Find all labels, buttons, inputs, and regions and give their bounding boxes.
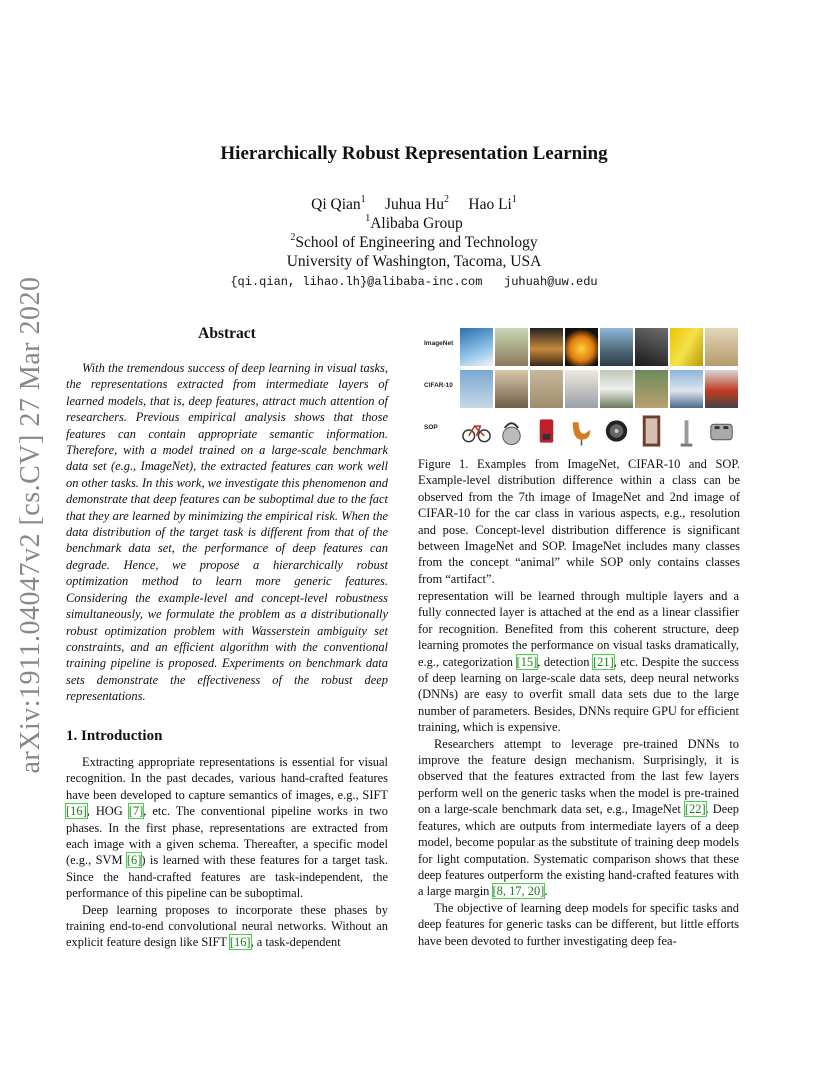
chair-icon [565, 412, 598, 450]
thumbnail [670, 328, 703, 366]
citation-link[interactable]: [7] [128, 804, 144, 819]
thumbnail-strip [460, 412, 738, 450]
thumbnail [635, 328, 668, 366]
thumbnail [460, 370, 493, 408]
mirror-icon [635, 412, 668, 450]
abstract-paragraph: With the tremendous success of deep learning in visual tasks, the representations extracted from intermediate layers of learned models, that is, deep features, attract much attention of researchers. Previous empirical analysis shows that those features can contain appropriate semantic information. Therefore, with a model trained on a large-scale benchmark data set (e.g., ImageNet), the extracted features can work well on other tasks. In this work, we investigate this phenomenon and demonstrate that deep features can be suboptimal due to the fact that they are learned by minimizing the empirical risk. When the data distribution of the target task is different from that of the benchmark data set, the performance of deep features can degrade. Hence, we propose a hierarchically robust optimization method to learn more generic features. Considering the example-level and concept-level robustness simultaneously, we formulate the problem as a distributionally robust optimization problem with Wasserstein ambiguity set constraints, and an efficient algorithm with the conventional training pipeline is proposed. Experiments on benchmark data sets demonstrate the effectiveness of the robust deep representations. [66, 361, 388, 704]
thumbnail [495, 370, 528, 408]
author-emails: {qi.qian, lihao.lh}@alibaba-inc.com juhuah@uw.edu [230, 275, 598, 289]
affiliation [0, 234, 828, 252]
row-label: SOP [424, 424, 438, 431]
coffee-maker-icon [530, 412, 563, 450]
row-label: CIFAR-10 [424, 382, 453, 389]
author-name: Juhua Hu [385, 196, 444, 213]
thumbnail [670, 370, 703, 408]
toaster-icon [705, 412, 738, 450]
fan-icon [600, 412, 633, 450]
paper-title: Hierarchically Robust Representation Learning [220, 143, 608, 164]
citation-link[interactable]: [16] [66, 804, 87, 819]
thumbnail-strip [460, 370, 738, 408]
thumbnail [705, 328, 738, 366]
paragraph: representation will be learned through multiple layers and a fully connected layer is attached at the end as a linear classifier for recognition. Benefited from this coherent structure, deep learning promotes the performance on visual tasks dramatically, e.g., categorization [15], detection [21], etc. Despite the success of deep learning on large-scale data sets, deep neural networks (DNNs) are easy to overfit small data sets due to the large number of parameters. Besides, DNNs require GPU for efficient training, which is expensive. [418, 589, 740, 735]
thumbnail [635, 370, 668, 408]
thumbnail [530, 370, 563, 408]
author-name: Hao Li [468, 196, 512, 213]
paragraph: Extracting appropriate representations is essential for visual recognition. In the past decades, various hand-crafted features have been developed to capture semantics of images, e.g., SIFT [16], HOG [7], etc. The conventional pipeline works in two phases. In the first phase, representations are extracted from each image with a given schema. Thereafter, a specific model (e.g., SVM [6]) is learned with these features for a target task. Since the hand-crafted features are task-independent, the performance of this pipeline can be suboptimal. [66, 755, 388, 901]
figure-row-cifar10 [418, 370, 740, 408]
affil-mark: 2 [290, 232, 296, 243]
author-name: Qi Qian [311, 196, 361, 213]
thumbnail [495, 328, 528, 366]
author-affil-mark: 2 [444, 194, 449, 205]
abstract-text [66, 360, 388, 705]
thumbnail [565, 370, 598, 408]
citation-link[interactable]: [21] [593, 654, 614, 669]
thumbnail [530, 328, 563, 366]
paragraph: The objective of learning deep models for specific tasks and deep features for generic tasks can be different, but little efforts have been devoted to further investigating deep fea- [418, 900, 739, 948]
affiliation [0, 215, 828, 233]
affiliation: University of Washington, Tacoma, USA [286, 253, 542, 270]
kettle-icon [495, 412, 528, 450]
paragraph: Researchers attempt to leverage pre-trained DNNs to improve the feature design mechanism. Surprisingly, it is observed that the features extracted from the last few layers perform well on the generic tasks when the model is pre-trained on a large-scale benchmark data set, e.g., ImageNet [22]. Deep features, which are outputs from intermediate layers of a deep model, become popular as the substitute of training deep models for light computation. Systematic comparison shows that these deep features outperform the existing hand-crafted features with a large margin [8, 17, 20]. [418, 736, 739, 899]
right-column-body [418, 588, 739, 949]
introduction-body [66, 754, 388, 951]
citation-link[interactable]: [22] [684, 802, 706, 817]
thumbnail [600, 328, 633, 366]
lamp-icon [670, 412, 703, 450]
paragraph: Deep learning proposes to incorporate these phases by training end-to-end convolutional neural networks. Without an explicit feature design like SIFT [16], a task-dependent [66, 902, 388, 950]
citation-link[interactable]: [8, 17, 20] [492, 884, 545, 899]
thumbnail [600, 370, 633, 408]
bicycle-icon [460, 412, 493, 450]
author-affil-mark: 1 [360, 194, 366, 205]
figure-caption: Figure 1. Examples from ImageNet, CIFAR-10 and SOP. Example-level distribution difference within a class can be observed from the 7th image of ImageNet and 2nd image of CIFAR-10 for the car class in various aspects, e.g., resolution and pose. Concept-level distribution difference is significant between ImageNet and SOP. ImageNet includes many classes from the concept “animal” while SOP only contains classes from “artifact”. [418, 457, 740, 586]
arxiv-stamp: arXiv:1911.04047v2 [cs.CV] 27 Mar 2020 [15, 276, 46, 774]
affil-text: School of Engineering and Technology [295, 234, 538, 251]
citation-link[interactable]: [6] [126, 853, 142, 868]
figure-1 [418, 328, 740, 452]
citation-link[interactable]: [16] [229, 935, 251, 950]
thumbnail [705, 370, 738, 408]
citation-link[interactable]: [15] [516, 654, 538, 669]
figure-row-sop [418, 412, 740, 450]
figure-row-imagenet [418, 328, 740, 366]
abstract-heading: Abstract [198, 325, 256, 342]
row-label: ImageNet [424, 340, 454, 347]
affil-text: Alibaba Group [370, 215, 463, 232]
thumbnail-strip [460, 328, 738, 366]
section-heading-introduction: 1. Introduction [66, 728, 163, 744]
author-affil-mark: 1 [511, 194, 517, 205]
author-list [0, 196, 828, 214]
affil-mark: 1 [365, 213, 371, 224]
thumbnail [565, 328, 598, 366]
thumbnail [460, 328, 493, 366]
